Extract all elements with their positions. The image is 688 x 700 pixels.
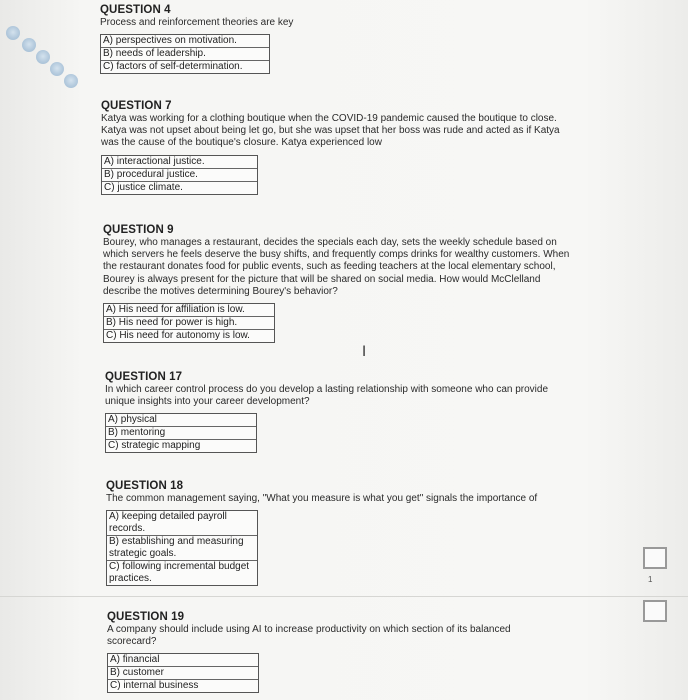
question-9-title: QUESTION 9 (103, 224, 174, 236)
option-b[interactable]: B) establishing and measuring strategic goals. (107, 536, 257, 561)
question-7-options (101, 155, 258, 195)
question-7 (101, 100, 571, 195)
binder-hole-icon (36, 50, 50, 64)
question-17 (105, 371, 575, 453)
option-b[interactable]: B) mentoring (106, 427, 256, 440)
option-a[interactable]: A) keeping detailed payroll records. (107, 511, 257, 536)
question-18-options (106, 510, 258, 586)
question-4-options (100, 34, 270, 74)
question-19 (107, 611, 547, 693)
question-18-text: The common management saying, "What you measure is what you get" signals the importance of (106, 493, 538, 504)
option-c[interactable]: C) strategic mapping (108, 440, 201, 452)
option-c[interactable]: C) factors of self-determination. (103, 61, 243, 73)
question-17-title: QUESTION 17 (105, 371, 183, 383)
option-c[interactable]: C) His need for autonomy is low. (106, 330, 250, 342)
question-19-title: QUESTION 19 (107, 611, 185, 623)
question-4-text: Process and reinforcement theories are key (100, 17, 294, 28)
question-19-text: A company should include using AI to increase productivity on which section of its balanced scorecard? (107, 624, 511, 648)
option-c[interactable]: C) justice climate. (104, 181, 183, 193)
option-a[interactable]: A) interactional justice. (102, 156, 257, 169)
question-9-options (103, 303, 275, 343)
question-7-text: Katya was working for a clothing boutique when the COVID-19 pandemic caused the boutique to close. Katya was not upset about being let go, but she was upset that her boss was rude and acted as if Katya was the cause of the boutique's closure. Katya experienced low (101, 113, 560, 149)
page-separator (0, 596, 688, 597)
option-b[interactable]: B) needs of leadership. (101, 48, 269, 61)
text-cursor-icon: I (362, 344, 367, 360)
question-4-title: QUESTION 4 (100, 4, 171, 16)
binder-hole-icon (64, 74, 78, 88)
question-17-options (105, 413, 257, 453)
option-a[interactable]: A) His need for affiliation is low. (104, 304, 274, 317)
question-4 (100, 4, 590, 74)
option-a[interactable]: A) perspectives on motivation. (101, 35, 269, 48)
page-number: 1 (648, 575, 653, 584)
question-18-title: QUESTION 18 (106, 480, 184, 492)
question-9 (103, 224, 575, 343)
question-9-text: Bourey, who manages a restaurant, decides the specials each day, sets the weekly schedule based on which servers he feels deserve the busy shifts, and frequently comps drinks for wealthy customers. When the restaurant donates food for public events, such as feeding teachers at the local elementary school, Bourey is always present for the picture that will be shared on social media. How would McClelland describe the motives determining Bourey's behavior? (103, 237, 570, 297)
option-c[interactable]: C) internal business (110, 680, 199, 692)
answer-checkbox[interactable] (643, 547, 667, 569)
binder-hole-icon (6, 26, 20, 40)
answer-checkbox[interactable] (643, 600, 667, 622)
option-c[interactable]: C) following incremental budget practices. (109, 561, 250, 585)
option-b[interactable]: B) customer (108, 667, 258, 680)
option-b[interactable]: B) procedural justice. (102, 169, 257, 182)
question-7-title: QUESTION 7 (101, 100, 172, 112)
option-a[interactable]: A) financial (108, 654, 258, 667)
question-19-options (107, 653, 259, 693)
binder-hole-icon (22, 38, 36, 52)
option-b[interactable]: B) His need for power is high. (104, 317, 274, 330)
option-a[interactable]: A) physical (106, 414, 256, 427)
question-18 (106, 480, 576, 586)
binder-hole-icon (50, 62, 64, 76)
question-17-text: In which career control process do you develop a lasting relationship with someone who can provide unique insights into your career development? (105, 384, 549, 408)
